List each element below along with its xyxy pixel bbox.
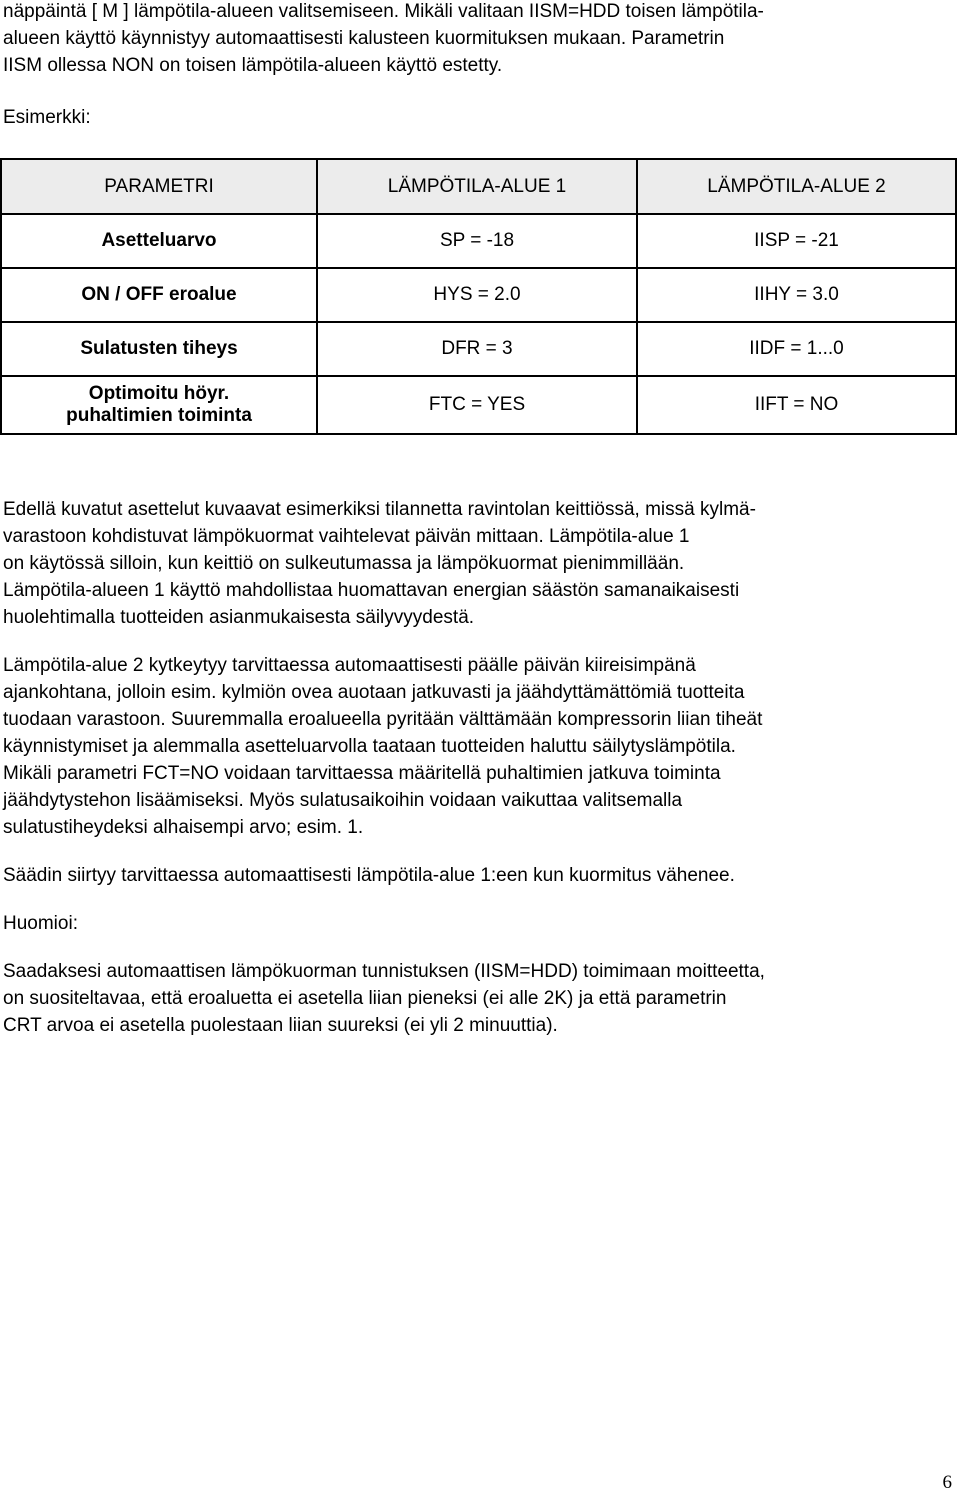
- text-line: käynnistymiset ja alemmalla asetteluarvolla taataan tuotteiden haluttu säilytyslämpötila.: [3, 736, 736, 757]
- param-name-cell: ON / OFF eroalue: [1, 268, 317, 322]
- text-line: on suositeltavaa, että eroaluetta ei asetella liian pieneksi (ei alle 2K) ja että parametrin: [3, 988, 727, 1009]
- text-line: varastoon kohdistuvat lämpökuormat vaihtelevat päivän mittaan. Lämpötila-alue 1: [3, 526, 690, 547]
- text-line: on käytössä silloin, kun keittiö on sulkeutumassa ja lämpökuormat pienimmillään.: [3, 553, 685, 574]
- text-line: Edellä kuvatut asettelut kuvaavat esimerkiksi tilannetta ravintolan keittiössä, missä kylmä-: [3, 499, 756, 520]
- text-line: huolehtimalla tuotteiden asianmukaisesta säilyvyydestä.: [3, 607, 475, 628]
- paragraph-3: Säädin siirtyy tarvittaessa automaattisesti lämpötila-alue 1:een kun kuormitus vähenee.: [3, 865, 735, 886]
- text-line: sulatustiheydeksi alhaisempi arvo; esim. 1.: [3, 817, 364, 838]
- table-header-row: [1, 159, 956, 214]
- zone1-value-cell: DFR = 3: [317, 322, 637, 376]
- text-line: CRT arvoa ei asetella puolestaan liian suureksi (ei yli 2 minuuttia).: [3, 1015, 558, 1036]
- paragraph-1: [3, 496, 955, 631]
- text-line: Saadaksesi automaattisen lämpökuorman tunnistuksen (IISM=HDD) toimimaan moitteetta,: [3, 961, 765, 982]
- zone2-value-cell: IIFT = NO: [637, 376, 956, 434]
- zone2-value-cell: IIDF = 1...0: [637, 322, 956, 376]
- zone2-value-cell: IIHY = 3.0: [637, 268, 956, 322]
- parameter-table: [0, 158, 957, 435]
- note-label: Huomioi:: [3, 913, 78, 934]
- table-row: [1, 268, 956, 322]
- paragraph-2: [3, 652, 955, 841]
- param-name-cell: [1, 376, 317, 434]
- zone2-value-cell: IISP = -21: [637, 214, 956, 268]
- intro-paragraph: [3, 0, 955, 79]
- page-number: 6: [942, 1472, 952, 1493]
- zone1-value-cell: FTC = YES: [317, 376, 637, 434]
- text-line: Lämpötila-alueen 1 käyttö mahdollistaa huomattavan energian säästön samanaikaisesti: [3, 580, 740, 601]
- text-line: Lämpötila-alue 2 kytkeytyy tarvittaessa automaattisesti päälle päivän kiireisimpänä: [3, 655, 696, 676]
- param-name-line: puhaltimien toiminta: [66, 405, 252, 426]
- param-name-cell: Sulatusten tiheys: [1, 322, 317, 376]
- text-line: Mikäli parametri FCT=NO voidaan tarvittaessa määritellä puhaltimien jatkuva toiminta: [3, 763, 721, 784]
- param-name-line: Optimoitu höyr.: [88, 383, 230, 404]
- document-page: [3, 0, 955, 131]
- text-line: näppäintä [ M ] lämpötila-alueen valitsemiseen. Mikäli valitaan IISM=HDD toisen lämpötila-: [3, 1, 764, 22]
- paragraph-4: [3, 958, 955, 1039]
- body-text: [3, 496, 955, 1039]
- zone1-value-cell: SP = -18: [317, 214, 637, 268]
- text-line: IISM ollessa NON on toisen lämpötila-alueen käyttö estetty.: [3, 55, 503, 76]
- table-row: [1, 322, 956, 376]
- param-name-cell: Asetteluarvo: [1, 214, 317, 268]
- text-line: jäähdytystehon lisäämiseksi. Myös sulatusaikoihin voidaan vaikuttaa valitsemalla: [3, 790, 683, 811]
- text-line: ajankohtana, jolloin esim. kylmiön ovea auotaan jatkuvasti ja jäähdyttämättömiä tuotteita: [3, 682, 745, 703]
- header-cell-zone2: LÄMPÖTILA-ALUE 2: [637, 159, 956, 214]
- table-row: [1, 376, 956, 434]
- table-row: [1, 214, 956, 268]
- example-label: Esimerkki:: [3, 107, 91, 128]
- header-cell-parameter: PARAMETRI: [1, 159, 317, 214]
- text-line: alueen käyttö käynnistyy automaattisesti kalusteen kuormituksen mukaan. Parametrin: [3, 28, 725, 49]
- text-line: tuodaan varastoon. Suuremmalla eroalueella pyritään välttämään kompressorin liian tiheät: [3, 709, 763, 730]
- header-cell-zone1: LÄMPÖTILA-ALUE 1: [317, 159, 637, 214]
- zone1-value-cell: HYS = 2.0: [317, 268, 637, 322]
